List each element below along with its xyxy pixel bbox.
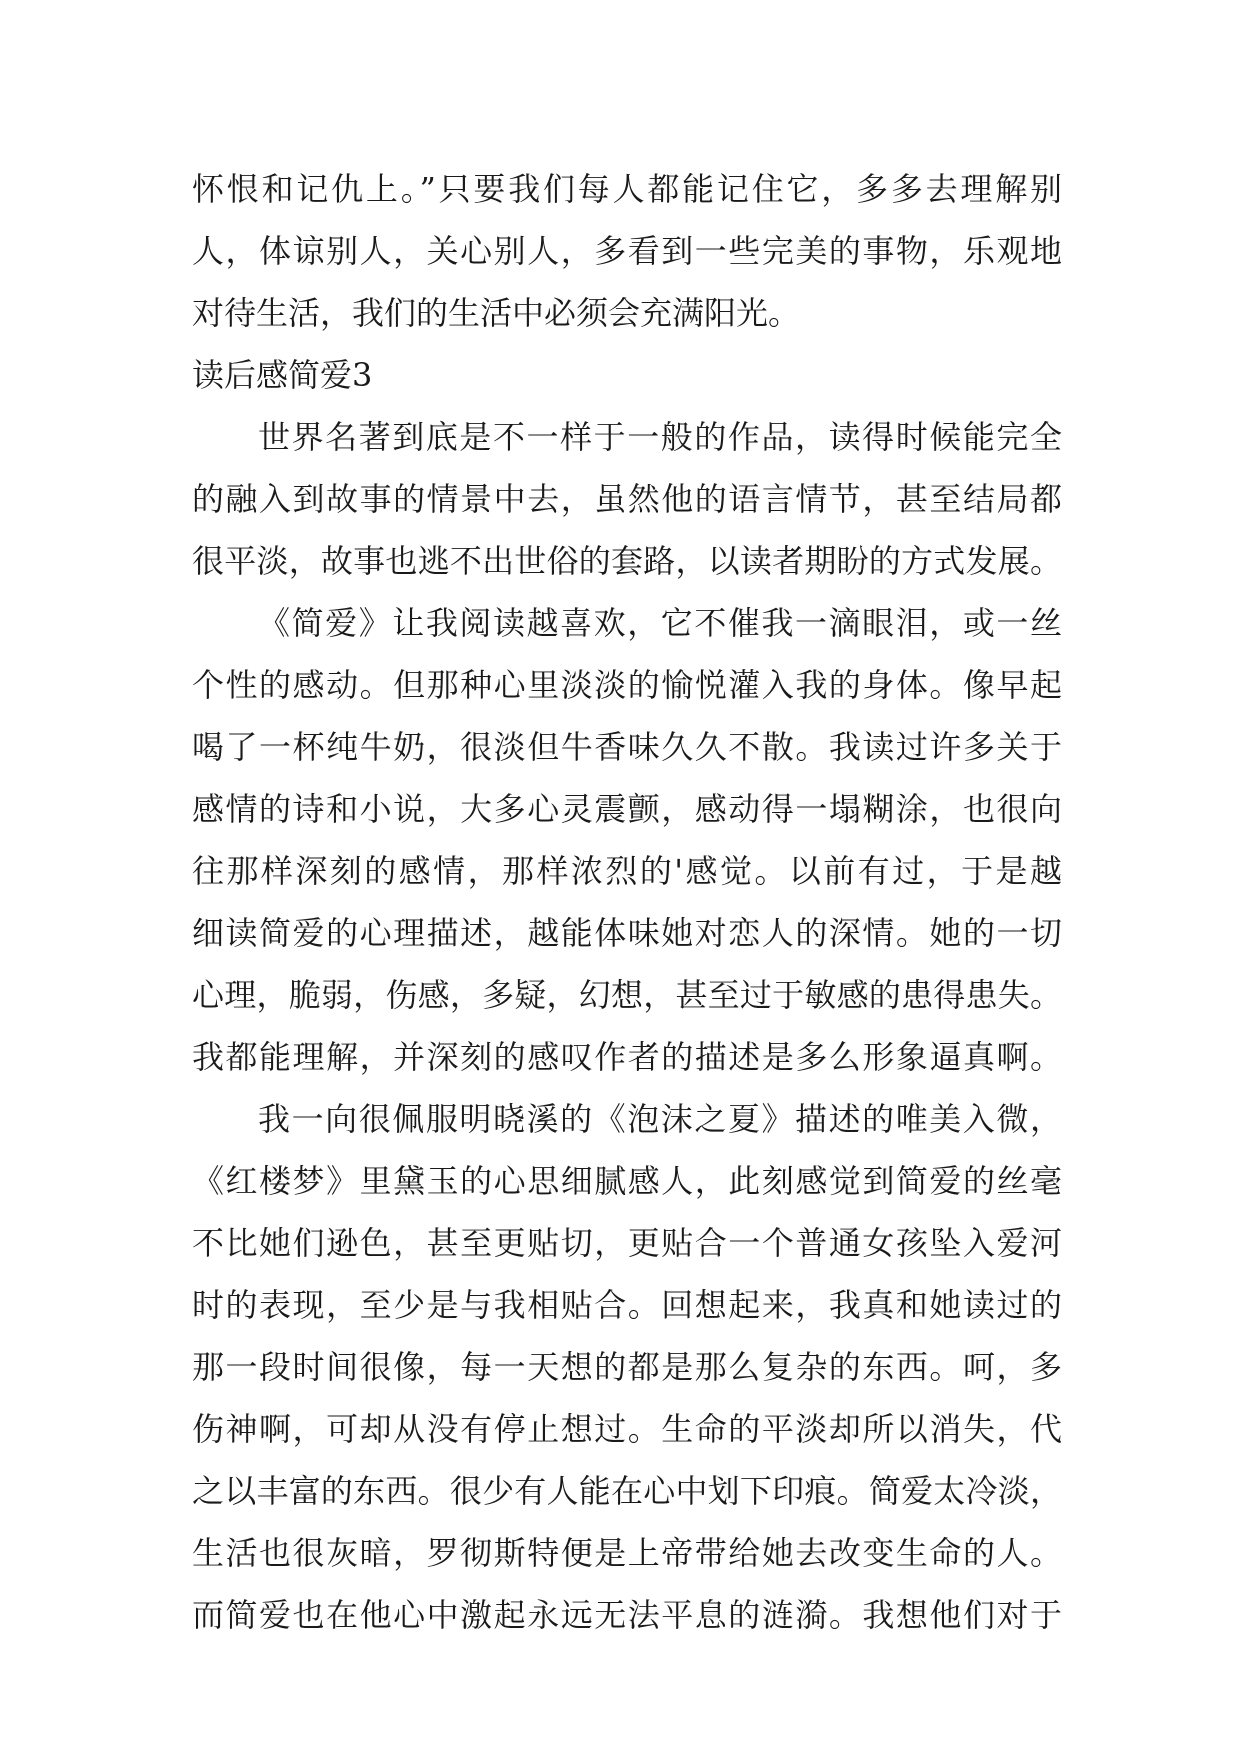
- text-line: 很平淡，故事也逃不出世俗的套路，以读者期盼的方式发展。: [192, 542, 1062, 580]
- text-line: 世界名著到底是不一样于一般的作品，读得时候能完全: [258, 418, 1062, 456]
- text-line: 喝了一杯纯牛奶，很淡但牛香味久久不散。我读过许多关于: [192, 728, 1062, 766]
- text-line: 那一段时间很像，每一天想的都是那么复杂的东西。呵，多: [192, 1348, 1062, 1386]
- text-line: 个性的感动。但那种心里淡淡的愉悦灌入我的身体。像早起: [192, 666, 1062, 704]
- text-line: 心理，脆弱，伤感，多疑，幻想，甚至过于敏感的患得患失。: [192, 976, 1062, 1014]
- text-line: 之以丰富的东西。很少有人能在心中划下印痕。简爱太冷淡，: [192, 1472, 1062, 1510]
- text-line: 我都能理解，并深刻的感叹作者的描述是多么形象逼真啊。: [192, 1038, 1062, 1076]
- document-body: [192, 158, 1062, 1646]
- text-line: 伤神啊，可却从没有停止想过。生命的平淡却所以消失，代: [192, 1410, 1062, 1448]
- text-line: 《红楼梦》里黛玉的心思细腻感人，此刻感觉到简爱的丝毫: [192, 1162, 1062, 1200]
- text-line: 我一向很佩服明晓溪的《泡沫之夏》描述的唯美入微，: [258, 1100, 1062, 1138]
- text-line: 而简爱也在他心中激起永远无法平息的涟漪。我想他们对于: [192, 1596, 1062, 1634]
- text-line: 怀恨和记仇上。”只要我们每人都能记住它，多多去理解别: [192, 170, 1062, 208]
- section-heading: 读后感简爱3: [192, 356, 373, 394]
- text-line: 往那样深刻的感情，那样浓烈的'感觉。以前有过，于是越: [192, 852, 1062, 890]
- text-line: 时的表现，至少是与我相贴合。回想起来，我真和她读过的: [192, 1286, 1062, 1324]
- text-line: 的融入到故事的情景中去，虽然他的语言情节，甚至结局都: [192, 480, 1062, 518]
- text-line: 《简爱》让我阅读越喜欢，它不催我一滴眼泪，或一丝: [258, 604, 1062, 642]
- text-line: 不比她们逊色，甚至更贴切，更贴合一个普通女孩坠入爱河: [192, 1224, 1062, 1262]
- text-line: 生活也很灰暗，罗彻斯特便是上帝带给她去改变生命的人。: [192, 1534, 1062, 1572]
- text-line: 细读简爱的心理描述，越能体味她对恋人的深情。她的一切: [192, 914, 1062, 952]
- text-line: 人，体谅别人，关心别人，多看到一些完美的事物，乐观地: [192, 232, 1062, 270]
- text-line: 对待生活，我们的生活中必须会充满阳光。: [192, 294, 801, 332]
- text-line: 感情的诗和小说，大多心灵震颤，感动得一塌糊涂，也很向: [192, 790, 1062, 828]
